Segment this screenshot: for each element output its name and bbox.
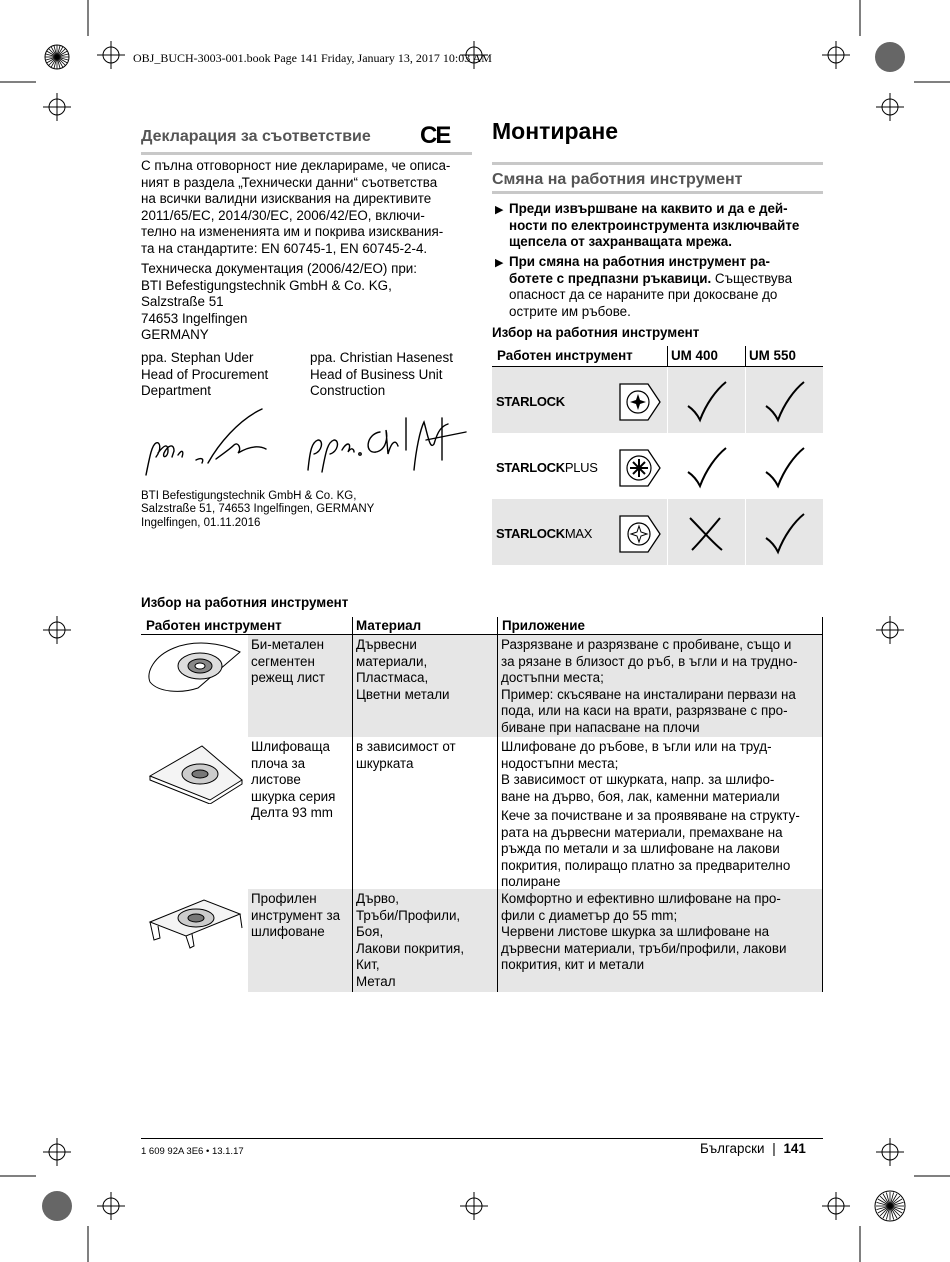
tools-header-application: Приложение [502, 618, 585, 633]
mounting-subtitle: Смяна на работния инструмент [492, 171, 743, 188]
um550-starlock-max-check-icon [762, 512, 806, 556]
starlock-max-logo: STARLOCKMAX [496, 526, 593, 541]
material-delta: в зависимост от шкурката [356, 739, 456, 771]
print-header: OBJ_BUCH-3003-001.book Page 141 Friday, January 13, 2017 10:03 AM [133, 51, 492, 65]
mounting-rule-top [492, 162, 823, 165]
compat-header-tool: Работен инструмент [497, 348, 633, 363]
compat-table-title: Избор на работния инструмент [492, 325, 700, 340]
um400-starlock-max-cross-icon [686, 514, 726, 554]
application-delta-fleece: Кече за почистване и за проявяване на структу- рата на дървесни материали, премахване на ръжда по метали и за шлифоване на лакови покрития, полиращо платно за предварително полиране [501, 808, 800, 890]
starlock-logo: STARLOCK [496, 394, 565, 409]
starlock-max-interface-icon [618, 512, 662, 556]
tool-name-bimetal: Би-метален сегментен режещ лист [251, 637, 326, 686]
material-profile: Дърво, Тръби/Профили, Боя, Лакови покрития, Кит, Метал [356, 891, 465, 989]
warning-gloves: При смяна на работния инструмент ра- ботете с предпазни ръкавици. Съществува опасност да се нараните при докосване до острите им ръбове. [509, 254, 793, 319]
um400-starlock-check-icon [684, 380, 728, 424]
tech-doc-address: Техническа документация (2006/42/ЕО) при: BTI Befestigungstechnik GmbH & Co. KG, Salzstraße 51 74653 Ingelfingen GERMANY [141, 261, 418, 343]
compat-header-um550: UM 550 [749, 348, 796, 363]
warning-unplug: Преди извършване на каквито и да е дей- ности по електроинструмента изключвайте щепсела от захранващата мрежа. [509, 201, 800, 250]
page-footer [700, 1141, 806, 1156]
starlock-interface-icon [618, 380, 662, 424]
application-delta: Шлифоване до ръбове, в ъгли или на труд- нодостъпни места; В зависимост от шкурката, напр. за шлифо- ване на дърво, боя, лак, каменни материали [501, 739, 780, 804]
delta-sanding-plate-image [146, 740, 246, 804]
declaration-rule [141, 152, 472, 155]
footer-language: Български [700, 1141, 765, 1156]
bimetal-segment-blade-image [144, 638, 248, 698]
ce-mark-icon: CE [420, 122, 450, 149]
bullet-triangle-icon: ▶ [495, 204, 504, 216]
material-bimetal: Дървесни материали, Пластмаса, Цветни метали [356, 637, 450, 702]
tool-name-profile: Профилен инструмент за шлифоване [251, 891, 341, 940]
declaration-footer: BTI Befestigungstechnik GmbH & Co. KG, Salzstraße 51, 74653 Ingelfingen, GERMANY Ingelfingen, 01.11.2016 [141, 490, 375, 529]
tools-table-title: Избор на работния инструмент [141, 595, 349, 610]
um550-starlock-check-icon [762, 380, 806, 424]
um400-starlock-plus-check-icon [684, 446, 728, 490]
declaration-body: С пълна отговорност ние декларираме, че описа- ният в раздела „Технически данни“ съответства на всички валидни изисквания на директивите 2011/65/ЕС, 2014/30/ЕС, 2006/42/ЕО, включи- телно на измененията им и покрива изисквания- та на стандартите: EN 60745-1, EN 60745-2-4. [141, 158, 451, 256]
footer-separator: | [772, 1141, 776, 1156]
document-code: 1 609 92A 3E6 • 13.1.17 [141, 1146, 244, 1157]
mounting-rule-bottom [492, 191, 823, 194]
starlock-plus-logo: STARLOCKPLUS [496, 460, 598, 475]
um550-starlock-plus-check-icon [762, 446, 806, 490]
signature-1 [138, 405, 278, 483]
compat-header-um400: UM 400 [671, 348, 718, 363]
tools-header-tool: Работен инструмент [146, 618, 282, 633]
application-profile: Комфортно и ефективно шлифоване на про- фили с диаметър до 55 mm; Червени листове шкурка за шлифоване на дървесни материали, тръби/профили, лакови покрития, кит и метали [501, 891, 787, 973]
mounting-title: Монтиране [492, 118, 619, 144]
starlock-plus-interface-icon [618, 446, 662, 490]
signer-2: ppa. Christian Hasenest Head of Business Unit Construction [310, 350, 453, 399]
tool-name-delta: Шлифоваща плоча за листове шкурка серия Делта 93 mm [251, 739, 336, 821]
bullet-triangle-icon: ▶ [495, 257, 504, 269]
page-number: 141 [783, 1141, 806, 1156]
declaration-title: Декларация за съответствие [141, 128, 371, 145]
application-bimetal: Разрязване и разрязване с пробиване, също и за рязане в близост до ръб, в ъгли и на трудно- достъпни места; Пример: скъсяване на инсталирани первази на пода, или на каси на врати, разрязване с про- биване при напасване на плочи [501, 637, 798, 735]
tools-header-material: Материал [356, 618, 422, 633]
signature-2 [302, 410, 472, 480]
signer-1: ppa. Stephan Uder Head of Procurement Department [141, 350, 269, 399]
profile-sanding-tool-image [144, 892, 248, 952]
